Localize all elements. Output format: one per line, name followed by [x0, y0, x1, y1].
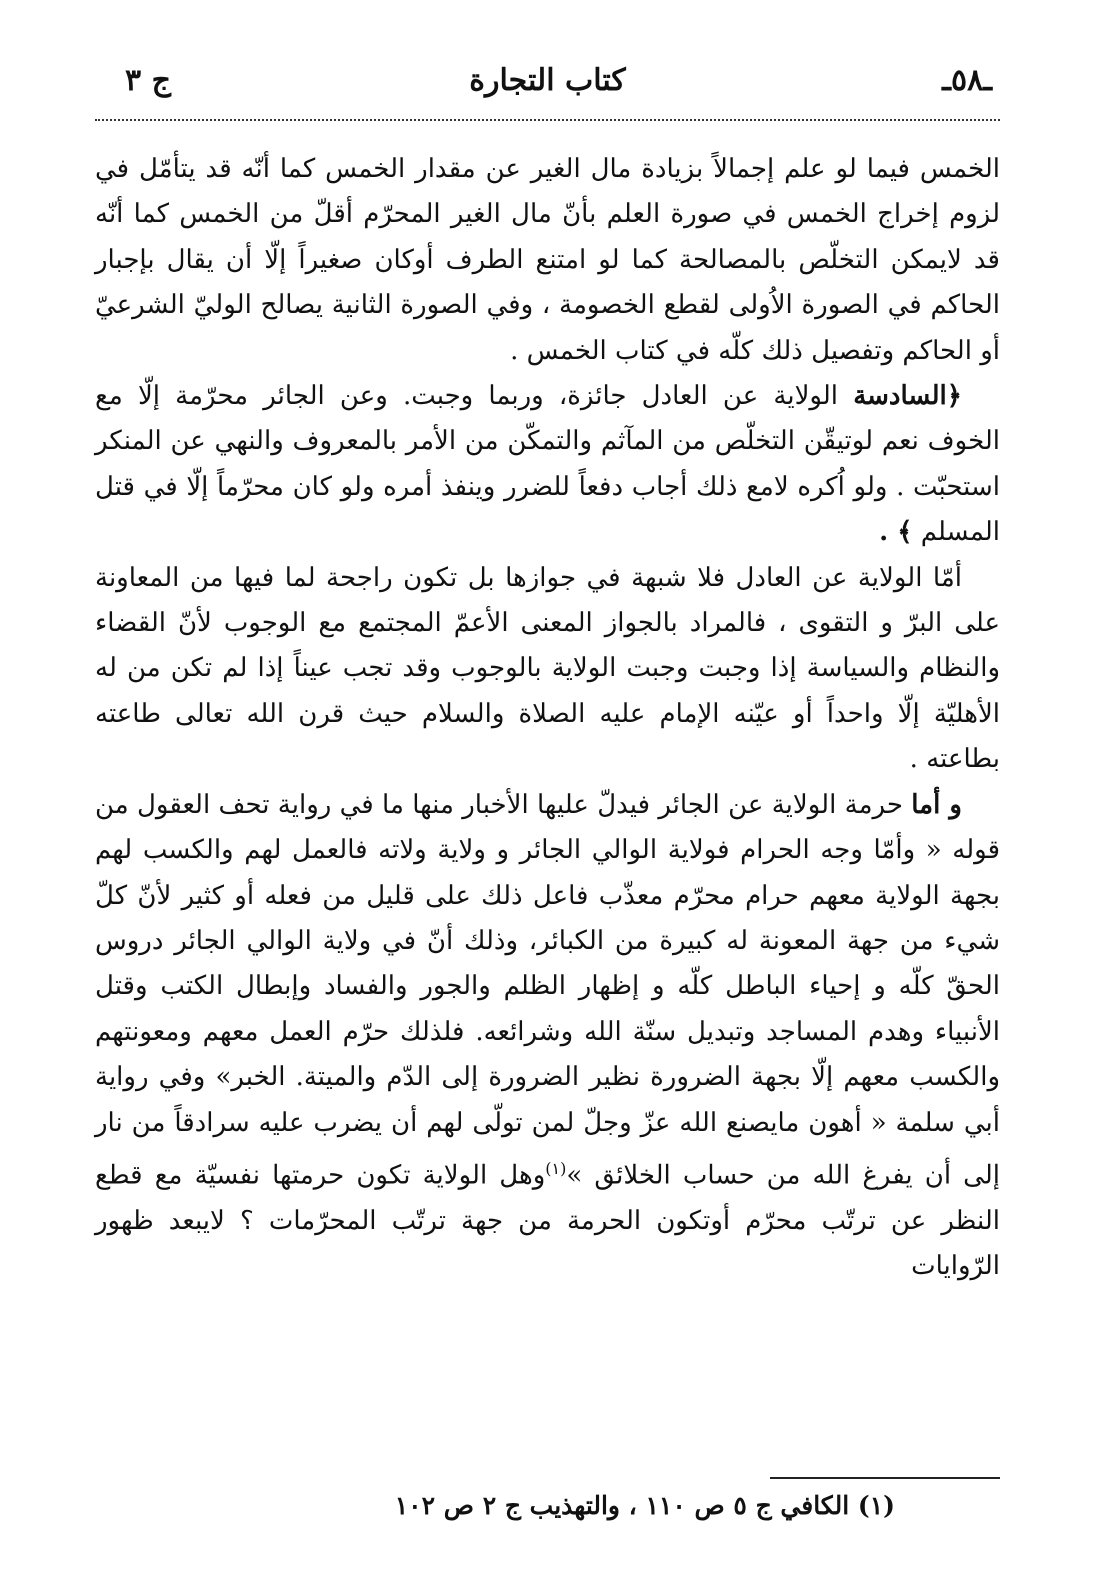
volume-label: ج ٣ [125, 63, 171, 98]
paragraph-4 [95, 783, 1000, 1290]
paragraph-2-text: الولاية عن العادل جائزة، وربما وجبت. وعن الجائر محرّمة إلّا مع الخوف نعم لوتيقّن التخلّص من المآثم والتمكّن من الأمر بالمعروف والنهي عن المنكر استحبّت . ولو اُكره لامع ذلك أجاب دفعاً للضرر وينفذ أمره ولو كان محرّماً إلّا في قتل المسلم [95, 381, 1000, 548]
footnote: (١) الكافي ج ٥ ص ١١٠ ، والتهذيب ج ٢ ص ١٠٢ [394, 1491, 895, 1520]
document-page [95, 55, 1000, 1555]
paragraph-4-tail: وهل الولاية تكون حرمتها نفسيّة مع قطع النظر عن ترتّب محرّم أوتكون الحرمة من جهة ترتّب المحرّمات ؟ لايبعد ظهور الرّوايات [95, 1160, 1000, 1282]
close-bracket: ﴾ . [879, 517, 913, 548]
page-number: ـ٥٨ـ [942, 63, 992, 98]
paragraph-2-lead: السادسة [853, 381, 947, 412]
body-text [95, 147, 1000, 1290]
paragraph-4-text: حرمة الولاية عن الجائر فيدلّ عليها الأخبار منها ما في رواية تحف العقول من قوله « وأمّا وجه الحرام فولاية الوالي الجائر و ولاية ولاته فالعمل لهم والكسب لهم بجهة الولاية معهم حرام محرّم معذّب فاعل ذلك على قليل من فعله أو كثير لأنّ كلّ شيء من جهة المعونة له كبيرة من الكبائر، وذلك أنّ في ولاية الوالي الجائر دروس الحقّ كلّه و إحياء الباطل كلّه و إظهار الظلم والجور والفساد وإبطال الكتب وقتل الأنبياء وهدم المساجد وتبديل سنّة الله وشرائعه. فلذلك حرّم العمل معهم ومعونتهم والكسب معهم إلّا بجهة الضرورة نظير الضرورة إلى الدّم والميتة. الخبر» وفي رواية أبي سلمة « أهون مايصنع الله عزّ وجلّ لمن تولّى لهم أن يضرب عليه سرادقاً من نار إلى أن يفرغ الله من حساب الخلائق » [95, 789, 1000, 1191]
footnote-divider [770, 1477, 1000, 1479]
footnote-marker: (١) [545, 1158, 567, 1178]
paragraph-3: أمّا الولاية عن العادل فلا شبهة في جوازها بل تكون راجحة لما فيها من المعاونة على البرّ و التقوى ، فالمراد بالجواز المعنى الأعمّ المجتمع مع الوجوب لأنّ القضاء والنظام والسياسة إذا وجبت وجبت الولاية بالوجوب وقد تجب عيناً إذا لم تكن من له الأهليّة إلّا واحداً أو عيّنه الإمام عليه الصلاة والسلام حيث قرن الله تعالى طاعته بطاعته . [95, 562, 1000, 775]
paragraph-1: الخمس فيما لو علم إجمالاً بزيادة مال الغير عن مقدار الخمس كما أنّه قد يتأمّل في لزوم إخراج الخمس في صورة العلم بأنّ مال الغير المحرّم أقلّ من الخمس كما أنّه قد لايمكن التخلّص بالمصالحة كما لو امتنع الطرف أوكان صغيراً إلّا أن يقال بإجبار الحاكم في الصورة الاُولى لقطع الخصومة ، وفي الصورة الثانية يصالح الوليّ الشرعيّ أو الحاكم وتفصيل ذلك كلّه في كتاب الخمس . [95, 154, 1000, 366]
header-divider [95, 119, 1000, 121]
paragraph-2 [95, 374, 1000, 556]
open-bracket: ﴿ [946, 381, 962, 412]
paragraph-4-lead: و أما [911, 789, 962, 820]
book-title: كتاب التجارة [469, 63, 626, 98]
page-header [95, 55, 1000, 113]
